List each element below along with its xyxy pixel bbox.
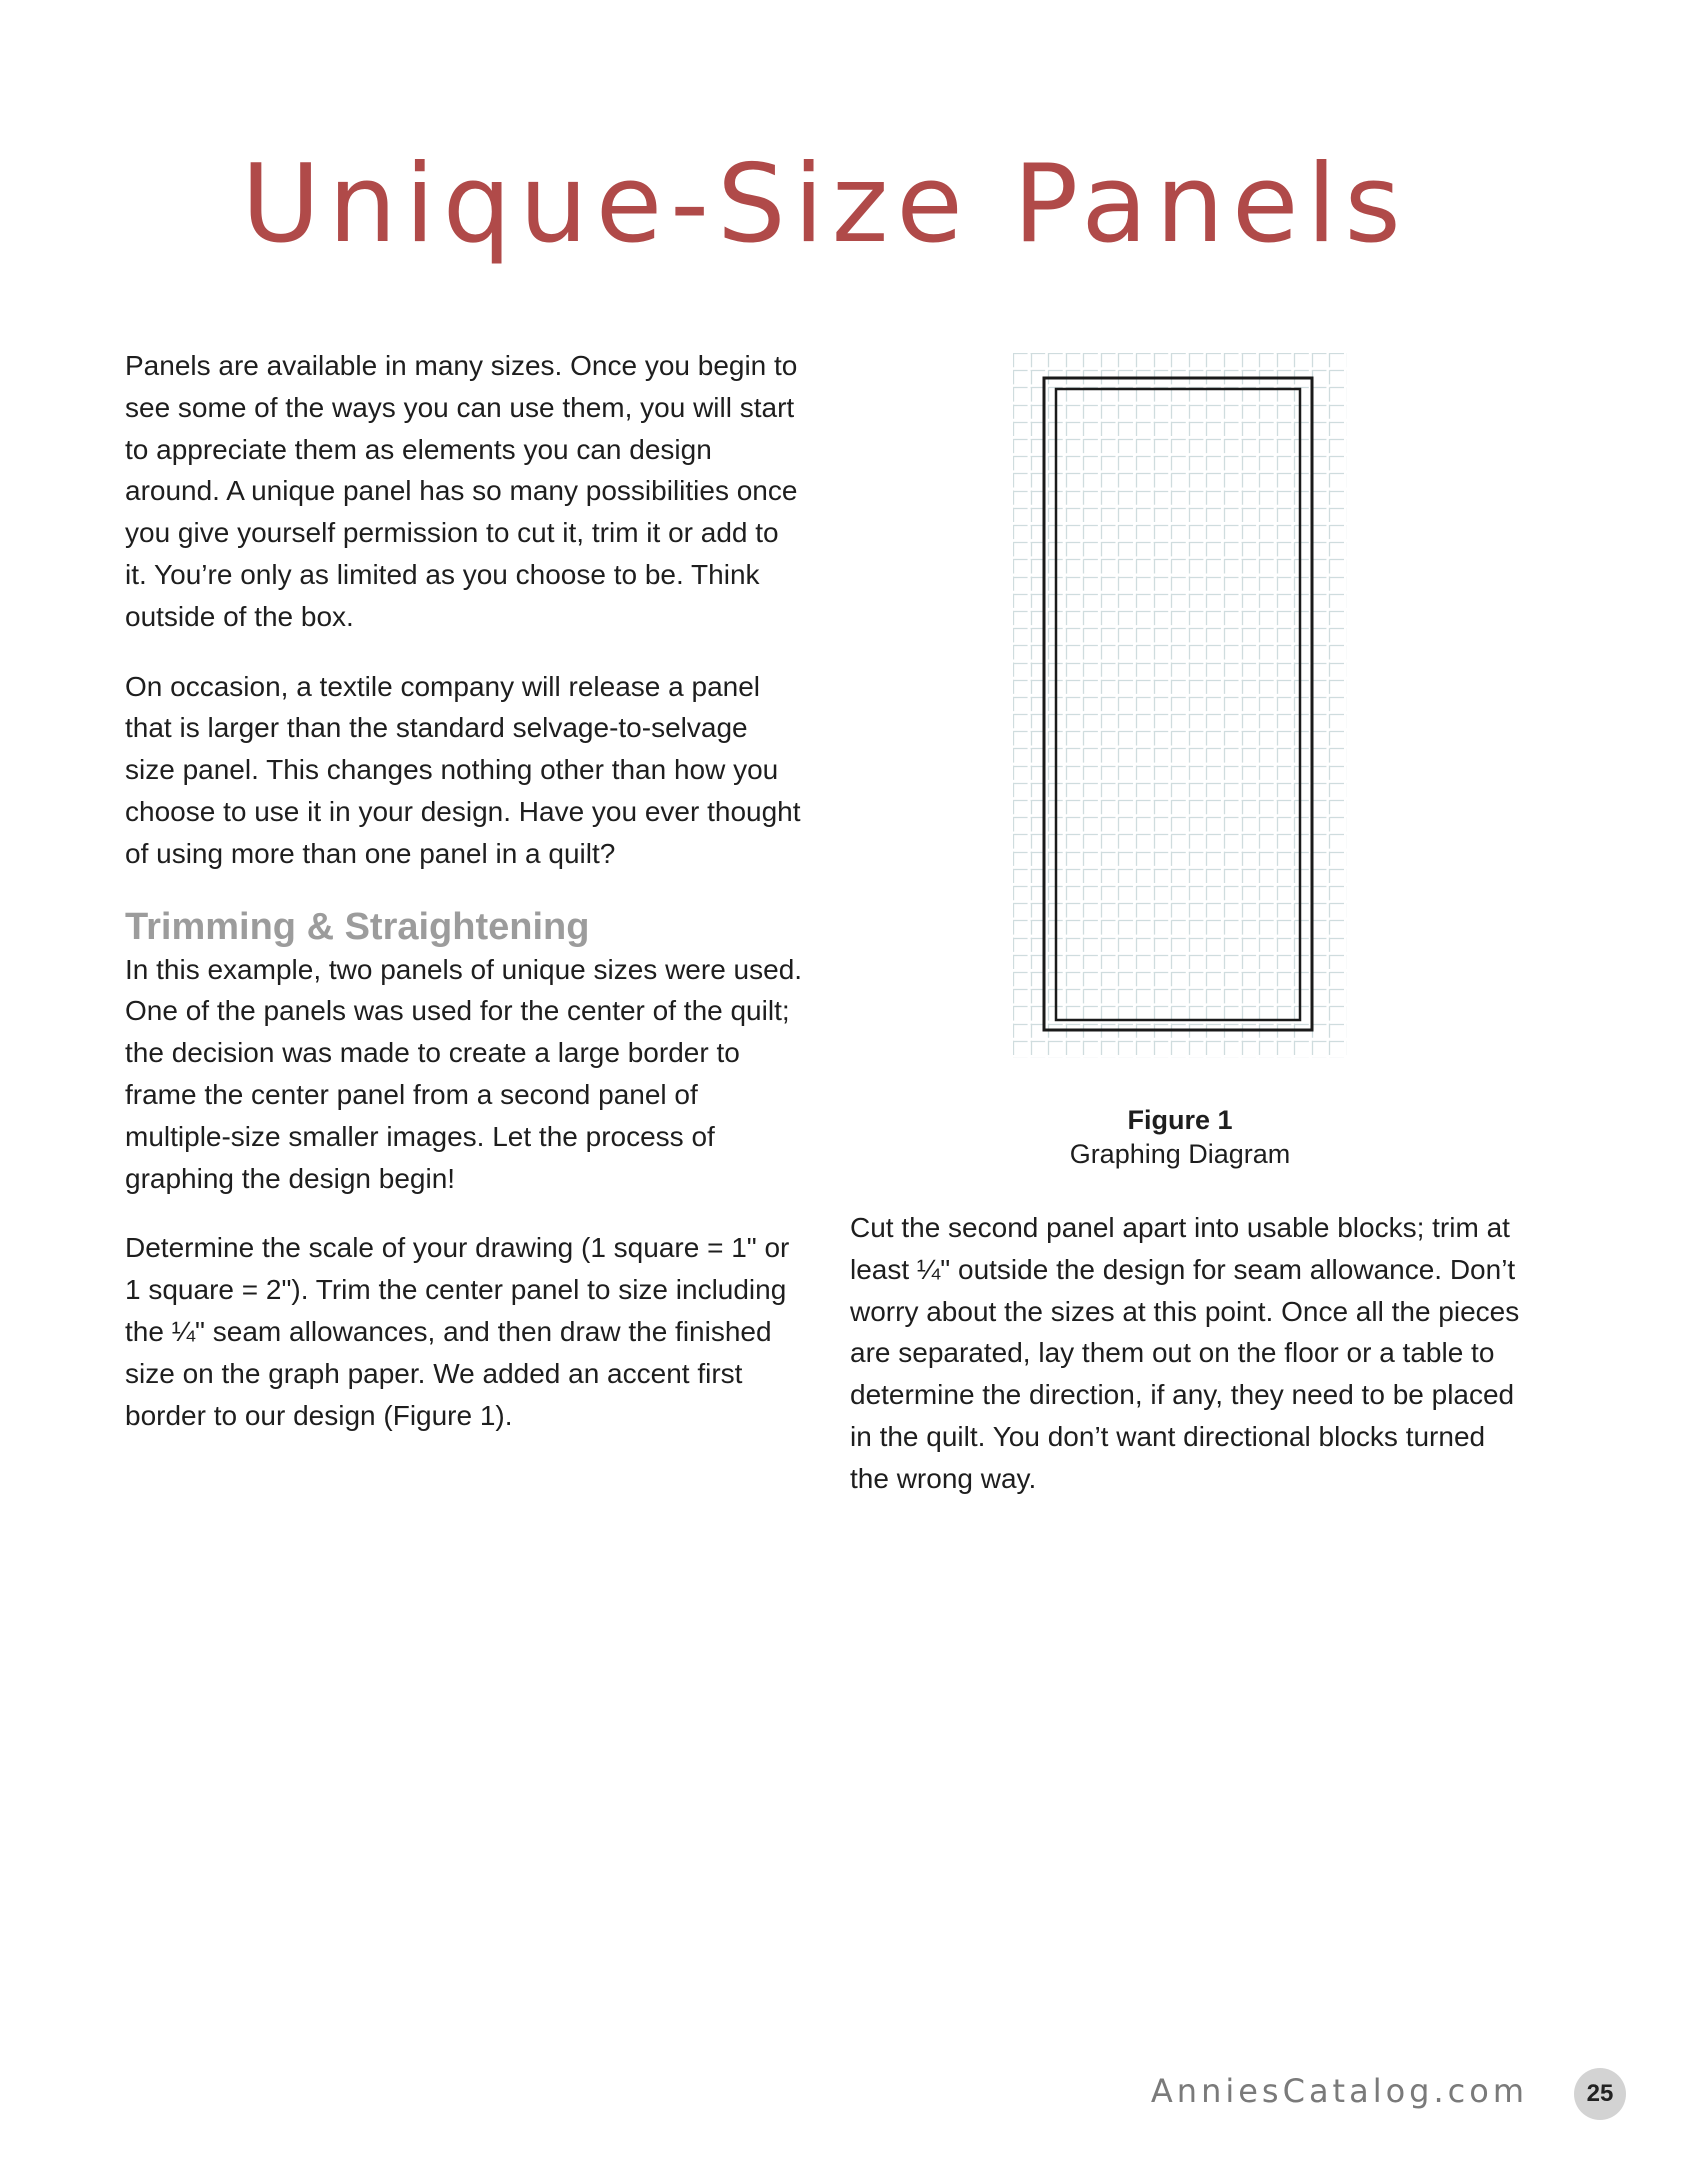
grid-lines <box>1013 353 1347 1058</box>
second-paragraph: On occasion, a textile company will release a panel that is larger than the standard selvage-to-selvage size panel. This changes nothing other than how you choose to use it in your design. Have you ever thought of using more than one panel in a quilt? <box>125 670 801 869</box>
figure-subtitle: Graphing Diagram <box>1069 1139 1291 1169</box>
inner-panel-rectangle <box>1056 389 1300 1020</box>
left-column <box>125 345 805 1464</box>
graph-paper-grid <box>1013 353 1347 1058</box>
section-heading: Trimming & Straightening <box>125 905 590 948</box>
figure-label: Figure 1 <box>1127 1105 1233 1135</box>
intro-paragraph: Panels are available in many sizes. Once you begin to see some of the ways you can use them, you will start to appreciate them as elements you can design around. A unique panel has so many possibilities once you give yourself permission to cut it, trim it or add to it. You’re only as limited as you choose to be. Think outside of the box. <box>125 350 798 632</box>
footer-website: AnniesCatalog.com <box>1150 2072 1528 2110</box>
graphing-diagram <box>1013 353 1347 1058</box>
scale-paragraph: Determine the scale of your drawing (1 square = 1" or 1 square = 2"). Trim the center panel to size including the ¼" seam allowances, and then draw the finished size on the graph paper. We added an accent first border to our design (Figure 1). <box>125 1232 790 1431</box>
example-paragraph: In this example, two panels of unique sizes were used. One of the panels was used for the center of the quilt; the decision was made to create a large border to frame the center panel from a second panel of multiple-size smaller images. Let the process of graphing the design begin! <box>125 953 803 1194</box>
cut-panel-paragraph: Cut the second panel apart into usable blocks; trim at least ¼" outside the design for seam allowance. Don’t worry about the sizes at this point. Once all the pieces are separated, lay them out on the floor or a table to determine the direction, if any, they need to be placed in the quilt. You don’t want directional blocks turned the wrong way. <box>850 1212 1520 1494</box>
outer-border-rectangle <box>1044 378 1312 1030</box>
page-title: Unique-Size Panels <box>241 142 1409 267</box>
figure-caption <box>980 1103 1380 1171</box>
page-number-badge: 25 <box>1574 2068 1626 2120</box>
right-column <box>850 1207 1530 1528</box>
